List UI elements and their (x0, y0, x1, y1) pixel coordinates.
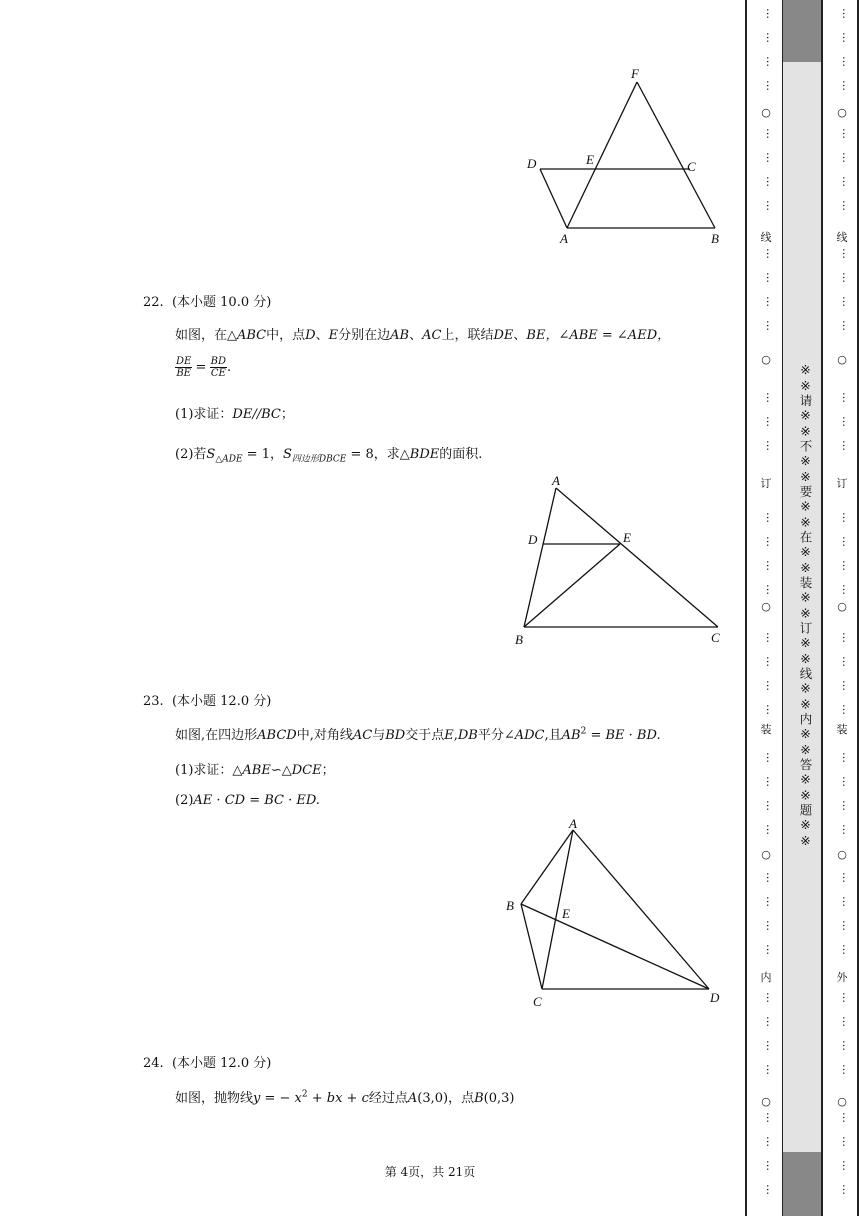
strip-dark-bottom (783, 1152, 821, 1216)
question-22-part2 (175, 443, 482, 465)
question-number: 22. (143, 295, 164, 310)
fraction-bd-ce (210, 356, 227, 379)
dot-mark: … (764, 920, 777, 931)
page-footer: 第 4页，共 21页 (384, 1165, 476, 1179)
text: (0,3) (483, 1091, 515, 1106)
circle-mark: ○ (837, 600, 847, 613)
text: CE (210, 368, 226, 379)
text: BD (385, 728, 406, 743)
strip-dark-top (783, 0, 821, 62)
text: ∽△ (270, 763, 292, 778)
strip-border-right (857, 0, 859, 1216)
dot-mark: … (840, 680, 853, 691)
text: ABE (242, 763, 271, 778)
dot-mark: … (764, 944, 777, 955)
binding-label: 订 (760, 477, 772, 490)
text: 与 (372, 728, 386, 743)
dot-mark: … (840, 704, 853, 715)
question-23-part2 (175, 793, 320, 808)
dot-mark: … (764, 176, 777, 187)
text: E (444, 728, 454, 743)
label-A: A (569, 816, 577, 831)
dot-mark: … (764, 1040, 777, 1051)
dot-mark: … (764, 632, 777, 643)
label-D: D (528, 532, 538, 547)
text: 四边形DBCE (291, 454, 347, 465)
stem-math: DE (493, 328, 514, 343)
question-23-header (143, 690, 271, 709)
text: (2) (175, 793, 194, 808)
inner-dot-column (756, 0, 776, 1216)
text: A (407, 1091, 418, 1106)
stem-math: E (328, 328, 339, 343)
binding-label: 线 (836, 231, 848, 244)
dot-mark: … (764, 8, 777, 19)
dot-mark: … (840, 176, 853, 187)
dot-mark: … (840, 656, 853, 667)
figure-q21 (520, 60, 735, 255)
text: 如图，抛物线 (175, 1091, 254, 1106)
dot-mark: … (840, 944, 853, 955)
stem-text: 分别在边 (338, 328, 391, 343)
dot-mark: … (840, 1064, 853, 1075)
text: DE//BC (232, 407, 281, 422)
circle-mark: ○ (837, 353, 847, 366)
stem-math: AC (422, 328, 442, 343)
dot-mark: … (764, 584, 777, 595)
label-E: E (623, 530, 631, 545)
dot-mark: … (764, 440, 777, 451)
dot-mark: … (840, 1184, 853, 1195)
binding-warning: ※※请※※不※※要※※在※※装※※订※※线※※内※※答※※题※※ (798, 362, 813, 849)
dot-mark: … (764, 152, 777, 163)
dot-mark: … (764, 1160, 777, 1171)
text: DB (457, 728, 478, 743)
question-22-header (143, 291, 271, 310)
dot-mark: … (840, 920, 853, 931)
dot-mark: … (764, 248, 777, 259)
stem-text: 上，联结 (441, 328, 494, 343)
text: 2 (301, 1089, 308, 1100)
question-number: 23. (143, 694, 164, 709)
label-E: E (586, 152, 594, 167)
dot-mark: … (840, 1160, 853, 1171)
binding-label: 装 (760, 723, 772, 736)
dot-mark: … (840, 824, 853, 835)
dot-mark: … (764, 704, 777, 715)
stem-text: 、 (513, 328, 527, 343)
dot-mark: … (840, 1136, 853, 1147)
text: (1)求证：△ (175, 763, 243, 778)
dot-mark: … (840, 536, 853, 547)
dot-mark: … (764, 200, 777, 211)
dot-mark: … (764, 1184, 777, 1195)
fraction-de-be (175, 356, 192, 379)
text: 平分∠ (477, 728, 515, 743)
dot-mark: … (764, 56, 777, 67)
label-B: B (515, 632, 523, 647)
label-F: F (631, 66, 639, 81)
label-B: B (711, 231, 719, 246)
outer-dot-column (832, 0, 852, 1216)
stem-text: 、 (315, 328, 329, 343)
stem-math: ，∠ABE = ∠AED， (545, 328, 671, 343)
dot-mark: … (764, 80, 777, 91)
text: ADC (514, 728, 545, 743)
dot-mark: … (840, 560, 853, 571)
dot-mark: … (840, 752, 853, 763)
text: (3,0) (417, 1091, 449, 1106)
dot-mark: … (764, 536, 777, 547)
text: S (206, 447, 216, 462)
text: BDE (409, 447, 440, 462)
dot-mark: … (764, 872, 777, 883)
dot-mark: … (764, 416, 777, 427)
text: DE (176, 356, 192, 367)
dot-mark: … (764, 1064, 777, 1075)
dot-mark: … (764, 1016, 777, 1027)
dot-mark: … (840, 296, 853, 307)
dot-mark: … (840, 632, 853, 643)
text: (1)求证： (175, 407, 233, 422)
figure-q23 (500, 812, 735, 1012)
dot-mark: … (764, 680, 777, 691)
label-B: B (506, 898, 514, 913)
dot-mark: … (764, 1112, 777, 1123)
text: 的面积. (439, 447, 483, 462)
label-D: D (527, 156, 537, 171)
text: B (474, 1091, 484, 1106)
dot-mark: … (840, 440, 853, 451)
dot-mark: … (840, 800, 853, 811)
label-C: C (533, 994, 542, 1009)
dot-mark: … (840, 320, 853, 331)
text: BE (176, 368, 191, 379)
text: = BE · BD. (586, 728, 661, 743)
label-C: C (687, 159, 696, 174)
dot-mark: … (840, 200, 853, 211)
label-E: E (562, 906, 570, 921)
label-A: A (560, 231, 568, 246)
figure-q22 (510, 470, 735, 650)
dot-mark: … (840, 272, 853, 283)
binding-label: 订 (836, 477, 848, 490)
question-score: (本小题 10.0 分) (171, 295, 272, 310)
dot-mark: … (764, 560, 777, 571)
label-C: C (711, 630, 720, 645)
text: AB (561, 728, 581, 743)
strip-border-left (745, 0, 747, 1216)
text: 中,对角线 (296, 728, 353, 743)
text: = 1， (242, 447, 283, 462)
dot-mark: … (764, 128, 777, 139)
text: . (226, 360, 232, 375)
stem-text: 中，点 (266, 328, 306, 343)
binding-label: 内 (760, 971, 772, 984)
text: (2)若 (175, 447, 207, 462)
text: = 8，求△ (346, 447, 410, 462)
text: ，点 (448, 1091, 475, 1106)
label-D: D (710, 990, 720, 1005)
dot-mark: … (840, 776, 853, 787)
question-24-header (143, 1052, 271, 1071)
binding-label: 外 (836, 971, 848, 984)
dot-mark: … (840, 416, 853, 427)
text: S (282, 447, 292, 462)
dot-mark: … (764, 272, 777, 283)
circle-mark: ○ (837, 1095, 847, 1108)
label-A: A (552, 473, 560, 488)
dot-mark: … (840, 992, 853, 1003)
dot-mark: … (764, 992, 777, 1003)
dot-mark: … (840, 1040, 853, 1051)
text: ABCD (257, 728, 297, 743)
strip-border-mid-right (821, 0, 823, 1216)
stem-math: AB (390, 328, 410, 343)
circle-mark: ○ (761, 353, 771, 366)
dot-mark: … (764, 32, 777, 43)
text: 交于点 (405, 728, 445, 743)
dot-mark: … (764, 824, 777, 835)
binding-label: 装 (836, 723, 848, 736)
circle-mark: ○ (837, 848, 847, 861)
question-score: (本小题 12.0 分) (171, 694, 272, 709)
text: y = − x (253, 1091, 302, 1106)
text: 如图,在四边形 (175, 728, 258, 743)
circle-mark: ○ (761, 1095, 771, 1108)
stem-math: ABC (237, 328, 267, 343)
circle-mark: ○ (761, 848, 771, 861)
stem-math: D (305, 328, 316, 343)
text: AC (352, 728, 373, 743)
dot-mark: … (840, 56, 853, 67)
text: BD (210, 356, 226, 367)
stem-text: 、 (409, 328, 423, 343)
dot-mark: … (764, 656, 777, 667)
dot-mark: … (840, 872, 853, 883)
dot-mark: … (764, 320, 777, 331)
dot-mark: … (764, 296, 777, 307)
dot-mark: … (764, 512, 777, 523)
dot-mark: … (764, 1136, 777, 1147)
text: DCE (291, 763, 322, 778)
binding-label: 线 (760, 231, 772, 244)
dot-mark: … (840, 392, 853, 403)
dot-mark: … (764, 752, 777, 763)
dot-mark: … (840, 1016, 853, 1027)
dot-mark: … (840, 584, 853, 595)
question-23-stem (175, 724, 661, 743)
text: △ADE (215, 454, 243, 465)
dot-mark: … (764, 896, 777, 907)
dot-mark: … (764, 800, 777, 811)
text: ,且 (544, 728, 562, 743)
question-22-fraction (175, 356, 231, 379)
stem-text: 如图，在△ (175, 328, 237, 343)
dot-mark: … (764, 776, 777, 787)
dot-mark: … (840, 1112, 853, 1123)
stem-math: BE (526, 328, 546, 343)
question-23-part1 (175, 759, 335, 778)
text: + bx + c (307, 1091, 369, 1106)
dot-mark: … (840, 8, 853, 19)
dot-mark: … (840, 32, 853, 43)
dot-mark: … (840, 896, 853, 907)
text: 2 (580, 726, 587, 737)
text: 经过点 (368, 1091, 408, 1106)
question-number: 24. (143, 1056, 164, 1071)
text: AE · CD = BC · ED. (193, 793, 320, 808)
circle-mark: ○ (761, 106, 771, 119)
dot-mark: … (840, 80, 853, 91)
circle-mark: ○ (837, 106, 847, 119)
text: ； (321, 763, 335, 778)
equals-sign: = (195, 360, 207, 375)
dot-mark: … (840, 128, 853, 139)
text: , (453, 728, 458, 743)
question-score: (本小题 12.0 分) (171, 1056, 272, 1071)
dot-mark: … (840, 248, 853, 259)
question-24-stem (175, 1087, 515, 1106)
text: ； (280, 407, 294, 422)
dot-mark: … (840, 512, 853, 523)
dot-mark: … (840, 152, 853, 163)
circle-mark: ○ (761, 600, 771, 613)
question-22-part1 (175, 403, 294, 422)
dot-mark: … (764, 392, 777, 403)
question-22-stem (175, 324, 670, 343)
